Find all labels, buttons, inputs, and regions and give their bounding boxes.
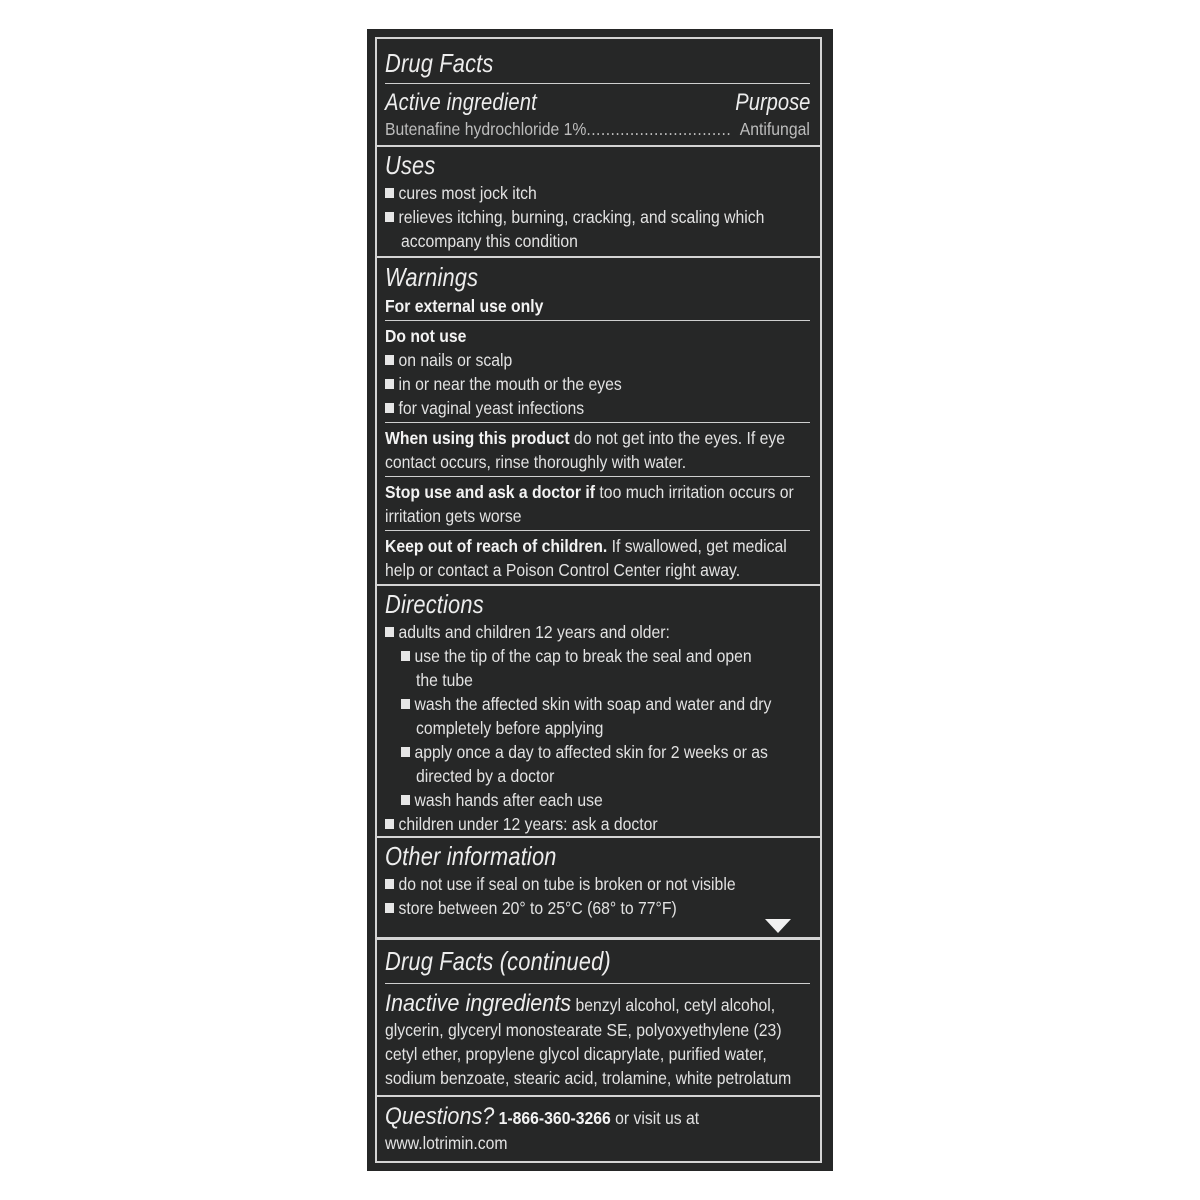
- directions-subitem-continued: the tube: [416, 670, 473, 690]
- external-use-text: [385, 296, 543, 317]
- directions-text: wash hands after each use: [414, 790, 603, 810]
- uses-item-text: cures most jock itch: [398, 183, 537, 203]
- when-using-text: [385, 428, 785, 449]
- directions-item: [385, 622, 670, 643]
- warnings-title: Warnings: [385, 262, 479, 292]
- uses-title: Uses: [385, 150, 436, 180]
- active-ingredient-name: Butenafine hydrochloride 1%: [385, 119, 587, 139]
- bullet: [385, 879, 394, 889]
- leader-dots: ..............................: [586, 119, 732, 139]
- other-information-title: Other information: [385, 841, 557, 871]
- uses-item: [385, 183, 537, 204]
- bullet: [385, 355, 394, 365]
- stop-use-text: [385, 482, 794, 503]
- inactive-ingredients-line-1: [385, 990, 775, 1018]
- do-not-use-title: [385, 326, 466, 347]
- keep-out-text-2: help or contact a Poison Control Center right away.: [385, 560, 741, 580]
- continued-title-main: Drug Facts: [385, 946, 494, 976]
- other-item: [385, 874, 736, 895]
- directions-subitem-continued: directed by a doctor: [416, 766, 555, 786]
- continued-title: [385, 946, 611, 977]
- questions-section: [377, 1095, 820, 1165]
- drug-facts-panel: [367, 29, 833, 1171]
- bullet: [385, 819, 394, 829]
- inactive-ingredients-line-4: sodium benzoate, stearic acid, trolamine, white petrolatum: [385, 1068, 792, 1088]
- bullet: [401, 651, 410, 661]
- drug-facts-title: Drug Facts: [385, 48, 494, 78]
- divider: [385, 983, 810, 984]
- keep-out-text: [385, 536, 787, 557]
- directions-text: adults and children 12 years and older:: [398, 622, 670, 642]
- external-use-bold: For external use only: [385, 296, 544, 316]
- other-text: do not use if seal on tube is broken or not visible: [398, 874, 736, 894]
- directions-text: apply once a day to affected skin for 2 weeks or as: [414, 742, 768, 762]
- directions-subitem: [401, 790, 603, 811]
- uses-item-text: relieves itching, burning, cracking, and scaling which: [398, 207, 765, 227]
- bullet: [385, 379, 394, 389]
- directions-subitem: [401, 742, 768, 763]
- keep-out-bold: Keep out of reach of children.: [385, 536, 608, 556]
- active-ingredient-section: [377, 39, 820, 145]
- divider: [385, 422, 810, 423]
- directions-section: [377, 584, 820, 838]
- do-not-use-item: [385, 350, 512, 371]
- questions-url[interactable]: www.lotrimin.com: [385, 1133, 508, 1153]
- directions-subitem: [401, 694, 771, 715]
- divider: [385, 83, 810, 84]
- divider: [385, 476, 810, 477]
- questions-rest: or visit us at: [610, 1108, 700, 1128]
- bullet: [385, 188, 394, 198]
- when-using-text-2: contact occurs, rinse thoroughly with water.: [385, 452, 687, 472]
- stop-use-rest: too much irritation occurs or: [595, 482, 794, 502]
- bullet: [385, 212, 394, 222]
- bullet: [385, 903, 394, 913]
- directions-item: [385, 814, 658, 835]
- bullet: [401, 747, 410, 757]
- do-not-use-item: [385, 374, 622, 395]
- inactive-ingredients-text: benzyl alcohol, cetyl alcohol,: [571, 995, 776, 1015]
- inactive-ingredients-line-2: glycerin, glyceryl monostearate SE, polyoxyethylene (23): [385, 1020, 782, 1040]
- active-ingredient-label: Active ingredient: [385, 89, 537, 116]
- stop-use-text-2: irritation gets worse: [385, 506, 522, 526]
- directions-text: children under 12 years: ask a doctor: [398, 814, 658, 834]
- purpose-label: Purpose: [734, 89, 810, 116]
- bullet: [401, 699, 410, 709]
- questions-title: Questions?: [385, 1103, 495, 1130]
- when-using-bold: When using this product: [385, 428, 570, 448]
- other-item: [385, 898, 677, 919]
- do-not-use-text: for vaginal yeast infections: [398, 398, 585, 418]
- continued-arrow-icon: [765, 919, 791, 933]
- bullet: [385, 403, 394, 413]
- continued-section: [377, 937, 820, 1096]
- do-not-use-bold: Do not use: [385, 326, 467, 346]
- uses-item-continued: accompany this condition: [401, 231, 578, 251]
- divider: [385, 530, 810, 531]
- other-information-section: [377, 836, 820, 938]
- directions-title: Directions: [385, 589, 484, 619]
- questions-phone: 1-866-360-3266: [494, 1108, 611, 1128]
- do-not-use-text: in or near the mouth or the eyes: [398, 374, 622, 394]
- bullet: [385, 627, 394, 637]
- uses-section: [377, 145, 820, 253]
- inactive-ingredients-title: Inactive ingredients: [385, 990, 572, 1017]
- drug-facts-frame: [375, 37, 822, 1163]
- uses-item: [385, 207, 764, 228]
- active-ingredient-line: [385, 119, 731, 140]
- stop-use-bold: Stop use and ask a doctor if: [385, 482, 596, 502]
- directions-subitem: [401, 646, 752, 667]
- directions-subitem-continued: completely before applying: [416, 718, 604, 738]
- do-not-use-text: on nails or scalp: [398, 350, 513, 370]
- other-text: store between 20° to 25°C (68° to 77°F): [398, 898, 677, 918]
- inactive-ingredients-line-3: cetyl ether, propylene glycol dicaprylate, purified water,: [385, 1044, 767, 1064]
- when-using-rest: do not get into the eyes. If eye: [569, 428, 786, 448]
- continued-title-suffix: (continued): [493, 946, 611, 976]
- warnings-section: [377, 256, 820, 586]
- bullet: [401, 795, 410, 805]
- do-not-use-item: [385, 398, 584, 419]
- directions-text: use the tip of the cap to break the seal and open: [414, 646, 752, 666]
- directions-text: wash the affected skin with soap and water and dry: [414, 694, 772, 714]
- purpose-value: Antifungal: [739, 119, 810, 139]
- divider: [385, 320, 810, 321]
- keep-out-rest: If swallowed, get medical: [607, 536, 787, 556]
- questions-line: [385, 1103, 699, 1131]
